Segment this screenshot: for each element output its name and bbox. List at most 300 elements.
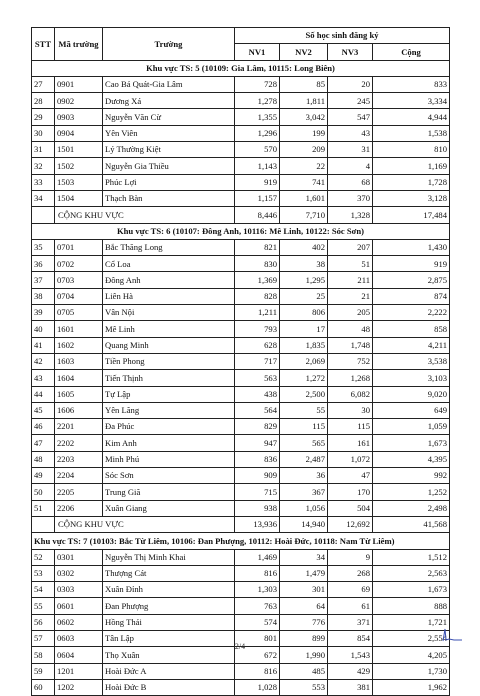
school-name-cell: Nguyễn Gia Thiều <box>103 158 235 174</box>
nv3-cell: 31 <box>328 142 373 158</box>
school-name-cell: Xuân Đỉnh <box>103 582 235 598</box>
nv3-cell: 268 <box>328 565 373 581</box>
header-school: Trường <box>103 28 235 61</box>
total-cell: 4,944 <box>373 109 450 125</box>
nv3-cell: 161 <box>328 435 373 451</box>
signature-mark <box>440 625 470 645</box>
nv1-cell: 793 <box>235 321 280 337</box>
nv1-cell: 1,296 <box>235 125 280 141</box>
school-code-cell: 0902 <box>55 93 103 109</box>
stt-cell: 57 <box>32 630 55 646</box>
nv2-cell: 64 <box>280 598 328 614</box>
school-name-cell: Dương Xá <box>103 93 235 109</box>
total-cell: 3,538 <box>373 353 450 369</box>
stt-cell: 60 <box>32 679 55 695</box>
nv2-cell: 22 <box>280 158 328 174</box>
nv2-cell: 1,272 <box>280 370 328 386</box>
nv3-cell: 30 <box>328 402 373 418</box>
nv3-cell: 371 <box>328 614 373 630</box>
header-nv3: NV3 <box>328 44 373 60</box>
header-stt: STT <box>32 28 55 61</box>
stt-cell: 59 <box>32 663 55 679</box>
school-name-cell: Đa Phúc <box>103 419 235 435</box>
nv2-cell: 1,990 <box>280 647 328 663</box>
school-name-cell: Mê Linh <box>103 321 235 337</box>
table-row <box>32 337 450 353</box>
school-code-cell: 1602 <box>55 337 103 353</box>
stt-cell: 39 <box>32 305 55 321</box>
stt-cell: 34 <box>32 190 55 206</box>
school-name-cell: Tân Lập <box>103 630 235 646</box>
table-row <box>32 435 450 451</box>
school-name-cell: Tiền Phong <box>103 353 235 369</box>
school-code-cell: 2204 <box>55 468 103 484</box>
nv3-cell: 752 <box>328 353 373 369</box>
nv3-cell: 429 <box>328 663 373 679</box>
school-code-cell: 0703 <box>55 272 103 288</box>
nv2-cell: 209 <box>280 142 328 158</box>
school-code-cell: 0602 <box>55 614 103 630</box>
region-title: Khu vực TS: 7 (10103: Bắc Từ Liêm, 10106: Đan Phượng, 10112: Hoài Đức, 10118: Nam Từ Liêm) <box>32 533 450 549</box>
school-name-cell: Yên Viên <box>103 125 235 141</box>
nv2-cell: 199 <box>280 125 328 141</box>
stt-cell: 49 <box>32 468 55 484</box>
school-name-cell: Kim Anh <box>103 435 235 451</box>
stt-cell: 32 <box>32 158 55 174</box>
nv2-cell: 17 <box>280 321 328 337</box>
table-row <box>32 386 450 402</box>
table-row <box>32 174 450 190</box>
nv1-cell: 1,211 <box>235 305 280 321</box>
region-total-label: CỘNG KHU VỰC <box>55 516 235 532</box>
region-title: Khu vực TS: 6 (10107: Đông Anh, 10116: Mê Linh, 10122: Sóc Sơn) <box>32 223 450 239</box>
nv3-cell: 1,748 <box>328 337 373 353</box>
stt-cell: 35 <box>32 239 55 255</box>
nv3-cell: 51 <box>328 256 373 272</box>
total-cell: 1,538 <box>373 125 450 141</box>
school-code-cell: 1603 <box>55 353 103 369</box>
school-code-cell: 0702 <box>55 256 103 272</box>
total-nv2-cell: 14,940 <box>280 516 328 532</box>
nv3-cell: 504 <box>328 500 373 516</box>
school-name-cell: Nguyễn Văn Cừ <box>103 109 235 125</box>
total-cell: 4,395 <box>373 451 450 467</box>
school-name-cell: Cổ Loa <box>103 256 235 272</box>
table-row <box>32 353 450 369</box>
nv1-cell: 821 <box>235 239 280 255</box>
nv3-cell: 47 <box>328 468 373 484</box>
nv1-cell: 816 <box>235 565 280 581</box>
school-code-cell: 0303 <box>55 582 103 598</box>
nv3-cell: 115 <box>328 419 373 435</box>
stt-cell: 44 <box>32 386 55 402</box>
total-cell: 1,252 <box>373 484 450 500</box>
total-blank-cell <box>32 516 55 532</box>
region-header-row <box>32 533 450 549</box>
total-cell: 810 <box>373 142 450 158</box>
table-row <box>32 125 450 141</box>
nv1-cell: 1,469 <box>235 549 280 565</box>
nv1-cell: 909 <box>235 468 280 484</box>
table-row <box>32 614 450 630</box>
total-cell: 1,059 <box>373 419 450 435</box>
school-name-cell: Liên Hà <box>103 288 235 304</box>
table-row <box>32 598 450 614</box>
stt-cell: 42 <box>32 353 55 369</box>
school-code-cell: 0903 <box>55 109 103 125</box>
school-code-cell: 2205 <box>55 484 103 500</box>
nv1-cell: 1,278 <box>235 93 280 109</box>
nv2-cell: 1,295 <box>280 272 328 288</box>
nv2-cell: 3,042 <box>280 109 328 125</box>
header-total: Cộng <box>373 44 450 60</box>
school-name-cell: Thạch Bàn <box>103 190 235 206</box>
region-title: Khu vực TS: 5 (10109: Gia Lâm, 10115: Long Biên) <box>32 60 450 76</box>
region-header-row <box>32 223 450 239</box>
total-cell: 2,498 <box>373 500 450 516</box>
school-name-cell: Hoài Đức B <box>103 679 235 695</box>
table-body <box>32 60 450 696</box>
nv3-cell: 547 <box>328 109 373 125</box>
nv1-cell: 763 <box>235 598 280 614</box>
table-row <box>32 500 450 516</box>
school-code-cell: 0603 <box>55 630 103 646</box>
nv3-cell: 370 <box>328 190 373 206</box>
school-code-cell: 0904 <box>55 125 103 141</box>
stt-cell: 31 <box>32 142 55 158</box>
stt-cell: 29 <box>32 109 55 125</box>
nv3-cell: 170 <box>328 484 373 500</box>
nv3-cell: 68 <box>328 174 373 190</box>
school-code-cell: 2206 <box>55 500 103 516</box>
nv2-cell: 115 <box>280 419 328 435</box>
school-name-cell: Phúc Lợi <box>103 174 235 190</box>
nv2-cell: 2,500 <box>280 386 328 402</box>
school-code-cell: 1201 <box>55 663 103 679</box>
total-nv2-cell: 7,710 <box>280 207 328 223</box>
nv2-cell: 1,601 <box>280 190 328 206</box>
nv3-cell: 207 <box>328 239 373 255</box>
total-cell: 1,430 <box>373 239 450 255</box>
stt-cell: 53 <box>32 565 55 581</box>
nv1-cell: 801 <box>235 630 280 646</box>
nv1-cell: 1,355 <box>235 109 280 125</box>
nv2-cell: 367 <box>280 484 328 500</box>
school-code-cell: 2203 <box>55 451 103 467</box>
total-cell: 858 <box>373 321 450 337</box>
stt-cell: 41 <box>32 337 55 353</box>
stt-cell: 37 <box>32 272 55 288</box>
nv2-cell: 301 <box>280 582 328 598</box>
school-name-cell: Tiến Thịnh <box>103 370 235 386</box>
nv3-cell: 9 <box>328 549 373 565</box>
table-row <box>32 402 450 418</box>
nv1-cell: 672 <box>235 647 280 663</box>
table-row <box>32 484 450 500</box>
table-row <box>32 272 450 288</box>
school-code-cell: 0705 <box>55 305 103 321</box>
page-number: 2/4 <box>234 642 246 651</box>
region-total-row <box>32 516 450 532</box>
school-code-cell: 1502 <box>55 158 103 174</box>
total-cell: 1,728 <box>373 174 450 190</box>
total-cell: 833 <box>373 76 450 92</box>
table-row <box>32 305 450 321</box>
nv2-cell: 485 <box>280 663 328 679</box>
nv2-cell: 25 <box>280 288 328 304</box>
nv2-cell: 85 <box>280 76 328 92</box>
table-row <box>32 288 450 304</box>
table-row <box>32 76 450 92</box>
nv3-cell: 245 <box>328 93 373 109</box>
school-name-cell: Yên Lãng <box>103 402 235 418</box>
table-row <box>32 370 450 386</box>
nv1-cell: 919 <box>235 174 280 190</box>
table-row <box>32 468 450 484</box>
total-cell: 992 <box>373 468 450 484</box>
nv3-cell: 6,082 <box>328 386 373 402</box>
nv1-cell: 563 <box>235 370 280 386</box>
total-nv3-cell: 1,328 <box>328 207 373 223</box>
nv3-cell: 48 <box>328 321 373 337</box>
school-code-cell: 0901 <box>55 76 103 92</box>
total-cell: 1,512 <box>373 549 450 565</box>
total-nv1-cell: 13,936 <box>235 516 280 532</box>
header-school-code: Mã trường <box>55 28 103 61</box>
school-code-cell: 2201 <box>55 419 103 435</box>
school-code-cell: 0604 <box>55 647 103 663</box>
school-code-cell: 1504 <box>55 190 103 206</box>
table-row <box>32 663 450 679</box>
school-name-cell: Thượng Cát <box>103 565 235 581</box>
nv1-cell: 830 <box>235 256 280 272</box>
school-code-cell: 1202 <box>55 679 103 695</box>
nv3-cell: 21 <box>328 288 373 304</box>
school-name-cell: Minh Phú <box>103 451 235 467</box>
total-cell: 3,128 <box>373 190 450 206</box>
nv2-cell: 55 <box>280 402 328 418</box>
region-total-row <box>32 207 450 223</box>
nv1-cell: 938 <box>235 500 280 516</box>
total-cell: 4,211 <box>373 337 450 353</box>
school-name-cell: Vân Nội <box>103 305 235 321</box>
school-code-cell: 1601 <box>55 321 103 337</box>
table-row <box>32 93 450 109</box>
nv3-cell: 43 <box>328 125 373 141</box>
school-code-cell: 0701 <box>55 239 103 255</box>
school-name-cell: Quang Minh <box>103 337 235 353</box>
nv1-cell: 1,143 <box>235 158 280 174</box>
school-code-cell: 2202 <box>55 435 103 451</box>
stt-cell: 27 <box>32 76 55 92</box>
nv3-cell: 854 <box>328 630 373 646</box>
school-code-cell: 1503 <box>55 174 103 190</box>
nv2-cell: 1,479 <box>280 565 328 581</box>
nv2-cell: 806 <box>280 305 328 321</box>
total-cell: 9,020 <box>373 386 450 402</box>
nv1-cell: 1,157 <box>235 190 280 206</box>
nv2-cell: 2,069 <box>280 353 328 369</box>
nv1-cell: 1,303 <box>235 582 280 598</box>
school-name-cell: Hồng Thái <box>103 614 235 630</box>
table-row <box>32 321 450 337</box>
total-cell: 1,730 <box>373 663 450 679</box>
nv1-cell: 1,028 <box>235 679 280 695</box>
nv1-cell: 564 <box>235 402 280 418</box>
stt-cell: 30 <box>32 125 55 141</box>
school-name-cell: Hoài Đức A <box>103 663 235 679</box>
nv1-cell: 1,369 <box>235 272 280 288</box>
nv2-cell: 899 <box>280 630 328 646</box>
region-total-label: CỘNG KHU VỰC <box>55 207 235 223</box>
nv3-cell: 1,543 <box>328 647 373 663</box>
total-blank-cell <box>32 207 55 223</box>
table-row <box>32 565 450 581</box>
school-name-cell: Thọ Xuân <box>103 647 235 663</box>
school-name-cell: Sóc Sơn <box>103 468 235 484</box>
nv3-cell: 1,268 <box>328 370 373 386</box>
nv2-cell: 1,811 <box>280 93 328 109</box>
table-header <box>32 28 450 61</box>
total-cell: 1,962 <box>373 679 450 695</box>
nv1-cell: 438 <box>235 386 280 402</box>
stt-cell: 45 <box>32 402 55 418</box>
nv2-cell: 741 <box>280 174 328 190</box>
stt-cell: 47 <box>32 435 55 451</box>
nv3-cell: 211 <box>328 272 373 288</box>
school-name-cell: Đan Phượng <box>103 598 235 614</box>
stt-cell: 54 <box>32 582 55 598</box>
table-row <box>32 419 450 435</box>
header-registered-students: Số học sinh đăng ký <box>235 28 450 44</box>
nv2-cell: 1,835 <box>280 337 328 353</box>
region-header-row <box>32 60 450 76</box>
stt-cell: 33 <box>32 174 55 190</box>
table-row <box>32 451 450 467</box>
table-row <box>32 142 450 158</box>
nv2-cell: 34 <box>280 549 328 565</box>
table-row <box>32 256 450 272</box>
stt-cell: 56 <box>32 614 55 630</box>
nv2-cell: 2,487 <box>280 451 328 467</box>
total-cell: 2,875 <box>373 272 450 288</box>
table-row <box>32 109 450 125</box>
nv1-cell: 570 <box>235 142 280 158</box>
nv1-cell: 829 <box>235 419 280 435</box>
stt-cell: 28 <box>32 93 55 109</box>
total-cell: 1,673 <box>373 582 450 598</box>
total-cell: 2,222 <box>373 305 450 321</box>
school-name-cell: Trung Giã <box>103 484 235 500</box>
stt-cell: 50 <box>32 484 55 500</box>
nv2-cell: 776 <box>280 614 328 630</box>
school-code-cell: 1604 <box>55 370 103 386</box>
school-code-cell: 1605 <box>55 386 103 402</box>
nv2-cell: 553 <box>280 679 328 695</box>
table-row <box>32 158 450 174</box>
nv1-cell: 628 <box>235 337 280 353</box>
table-row <box>32 190 450 206</box>
school-code-cell: 0301 <box>55 549 103 565</box>
total-cell: 1,673 <box>373 435 450 451</box>
school-code-cell: 0601 <box>55 598 103 614</box>
header-nv1: NV1 <box>235 44 280 60</box>
nv1-cell: 947 <box>235 435 280 451</box>
table-row <box>32 549 450 565</box>
school-code-cell: 1606 <box>55 402 103 418</box>
nv3-cell: 1,072 <box>328 451 373 467</box>
school-name-cell: Cao Bá Quát-Gia Lâm <box>103 76 235 92</box>
nv1-cell: 728 <box>235 76 280 92</box>
nv2-cell: 402 <box>280 239 328 255</box>
nv3-cell: 69 <box>328 582 373 598</box>
nv1-cell: 715 <box>235 484 280 500</box>
nv1-cell: 836 <box>235 451 280 467</box>
total-sum-cell: 41,568 <box>373 516 450 532</box>
school-name-cell: Xuân Giang <box>103 500 235 516</box>
nv3-cell: 205 <box>328 305 373 321</box>
school-code-cell: 0302 <box>55 565 103 581</box>
total-cell: 2,554 <box>373 630 450 646</box>
table-row <box>32 582 450 598</box>
stt-cell: 43 <box>32 370 55 386</box>
stt-cell: 55 <box>32 598 55 614</box>
total-cell: 3,103 <box>373 370 450 386</box>
total-nv3-cell: 12,692 <box>328 516 373 532</box>
total-cell: 4,205 <box>373 647 450 663</box>
school-name-cell: Đông Anh <box>103 272 235 288</box>
table-row <box>32 239 450 255</box>
school-name-cell: Bắc Thăng Long <box>103 239 235 255</box>
stt-cell: 40 <box>32 321 55 337</box>
total-cell: 888 <box>373 598 450 614</box>
nv1-cell: 828 <box>235 288 280 304</box>
nv2-cell: 565 <box>280 435 328 451</box>
stt-cell: 51 <box>32 500 55 516</box>
stt-cell: 58 <box>32 647 55 663</box>
nv2-cell: 1,056 <box>280 500 328 516</box>
total-sum-cell: 17,484 <box>373 207 450 223</box>
school-name-cell: Nguyễn Thị Minh Khai <box>103 549 235 565</box>
nv2-cell: 38 <box>280 256 328 272</box>
total-cell: 1,169 <box>373 158 450 174</box>
school-name-cell: Lý Thường Kiệt <box>103 142 235 158</box>
stt-cell: 36 <box>32 256 55 272</box>
school-name-cell: Tự Lập <box>103 386 235 402</box>
stt-cell: 38 <box>32 288 55 304</box>
total-cell: 3,334 <box>373 93 450 109</box>
nv3-cell: 61 <box>328 598 373 614</box>
enrollment-table <box>31 27 450 696</box>
school-code-cell: 0704 <box>55 288 103 304</box>
nv1-cell: 574 <box>235 614 280 630</box>
stt-cell: 48 <box>32 451 55 467</box>
nv3-cell: 381 <box>328 679 373 695</box>
nv2-cell: 36 <box>280 468 328 484</box>
stt-cell: 52 <box>32 549 55 565</box>
total-cell: 1,721 <box>373 614 450 630</box>
header-nv2: NV2 <box>280 44 328 60</box>
total-cell: 874 <box>373 288 450 304</box>
nv1-cell: 717 <box>235 353 280 369</box>
stt-cell: 46 <box>32 419 55 435</box>
nv3-cell: 4 <box>328 158 373 174</box>
total-cell: 919 <box>373 256 450 272</box>
total-cell: 649 <box>373 402 450 418</box>
total-cell: 2,563 <box>373 565 450 581</box>
total-nv1-cell: 8,446 <box>235 207 280 223</box>
school-code-cell: 1501 <box>55 142 103 158</box>
